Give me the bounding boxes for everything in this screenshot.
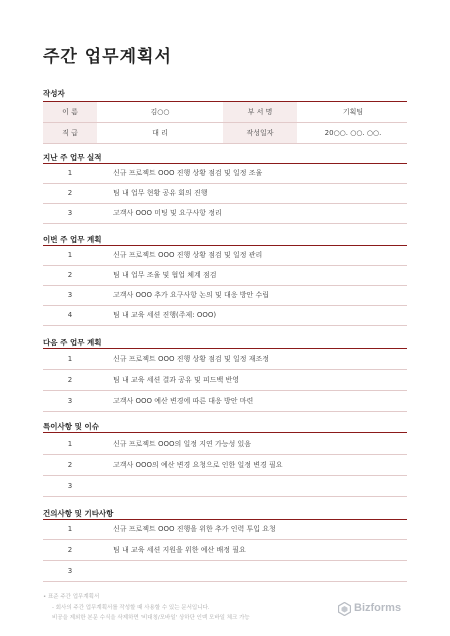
table-row (43, 245, 407, 265)
row-number: 3 (67, 291, 73, 299)
date-value[interactable]: 20○○. ○○. ○○. (324, 129, 382, 137)
table-row (43, 265, 407, 285)
rank-value[interactable]: 대 리 (152, 129, 168, 137)
row-divider (43, 496, 407, 497)
table-row (43, 540, 407, 560)
name-label: 이 름 (62, 108, 78, 116)
row-text[interactable]: 고객사 OOO 추가 요구사항 논의 및 대응 방안 수립 (113, 291, 270, 299)
row-text[interactable]: 신규 프로젝트 OOO 진행을 위한 추가 인력 투입 요청 (113, 525, 276, 533)
table-row (43, 183, 407, 203)
name-value[interactable]: 김○○ (150, 108, 170, 116)
row-divider (43, 581, 407, 582)
row-number: 3 (67, 209, 73, 217)
row-divider (43, 143, 407, 144)
row-text[interactable]: 고객사 OOO의 예산 변경 요청으로 인한 일정 변경 필요 (113, 461, 283, 469)
row-text[interactable]: 팀 내 교육 세션 지원을 위한 예산 배정 필요 (113, 546, 246, 554)
page-title: 주간 업무계획서 (43, 47, 172, 67)
author-section-title: 작성자 (43, 89, 65, 98)
issues-section-title: 특이사항 및 이슈 (43, 422, 99, 431)
table-row (43, 476, 407, 496)
row-number: 4 (67, 311, 73, 319)
table-row (43, 391, 407, 411)
last-week-section-title: 지난 주 업무 실적 (43, 153, 102, 162)
table-row (43, 370, 407, 390)
row-text[interactable]: 신규 프로젝트 OOO 진행 상황 점검 및 일정 재조정 (113, 355, 270, 363)
row-text[interactable]: 팀 내 업무 조율 및 협업 체계 점검 (113, 271, 217, 279)
this-week-section-title: 이번 주 업무 계획 (43, 235, 102, 244)
row-number: 1 (67, 169, 73, 177)
hexagon-logo-icon (338, 601, 351, 615)
row-number: 1 (67, 251, 73, 259)
footer-note-title: • 표준 주간 업무계획서 (43, 594, 100, 600)
row-text[interactable]: 고객사 OOO 예산 변경에 따른 대응 방안 마련 (113, 397, 254, 405)
footer-note-line: 비공을 제외한 본문 수식을 삭제하면 '비대칭/모바일' 상하단 인덱 모바일 체크 가능 (52, 615, 250, 621)
department-label: 부 서 명 (247, 108, 273, 116)
table-row (43, 434, 407, 454)
suggestions-section-title: 건의사항 및 기타사항 (43, 509, 114, 518)
footer-note-line: - 회사의 주간 업무계획서를 작성할 때 사용할 수 있는 문서입니다. (52, 605, 210, 611)
author-row (43, 123, 407, 143)
brand-logo (338, 600, 401, 616)
rank-label: 직 급 (62, 129, 78, 137)
row-number: 2 (67, 189, 73, 197)
row-text[interactable]: 팀 내 교육 세션 결과 공유 및 피드백 반영 (113, 376, 239, 384)
row-text[interactable]: 신규 프로젝트 OOO 진행 상황 점검 및 일정 조율 (113, 169, 263, 177)
table-row (43, 163, 407, 183)
row-text[interactable]: 신규 프로젝트 OOO 진행 상황 점검 및 일정 관리 (113, 251, 263, 259)
row-text[interactable]: 고객사 OOO 미팅 및 요구사항 정리 (113, 209, 222, 217)
row-number: 2 (67, 546, 73, 554)
brand-name: Bizforms (354, 602, 402, 614)
row-number: 2 (67, 376, 73, 384)
table-row (43, 305, 407, 325)
table-row (43, 285, 407, 305)
row-number: 2 (67, 271, 73, 279)
table-row (43, 455, 407, 475)
row-text[interactable]: 팀 내 업무 현황 공유 회의 진행 (113, 189, 208, 197)
row-number: 3 (67, 482, 73, 490)
row-number: 1 (67, 355, 73, 363)
author-row (43, 102, 407, 122)
table-row (43, 561, 407, 581)
date-label: 작성일자 (246, 129, 274, 137)
row-divider (43, 411, 407, 412)
table-row (43, 349, 407, 369)
row-number: 1 (67, 525, 73, 533)
table-row (43, 519, 407, 539)
row-text[interactable]: 팀 내 교육 세션 진행(주제: OOO) (113, 311, 217, 319)
row-text[interactable]: 신규 프로젝트 OOO의 일정 지연 가능성 있음 (113, 440, 252, 448)
row-divider (43, 223, 407, 224)
section-divider (43, 432, 407, 433)
row-number: 3 (67, 567, 73, 575)
row-number: 2 (67, 461, 73, 469)
row-number: 1 (67, 440, 73, 448)
next-week-section-title: 다음 주 업무 계획 (43, 338, 102, 347)
table-row (43, 203, 407, 223)
row-number: 3 (67, 397, 73, 405)
row-divider (43, 325, 407, 326)
department-value[interactable]: 기획팀 (342, 108, 364, 116)
